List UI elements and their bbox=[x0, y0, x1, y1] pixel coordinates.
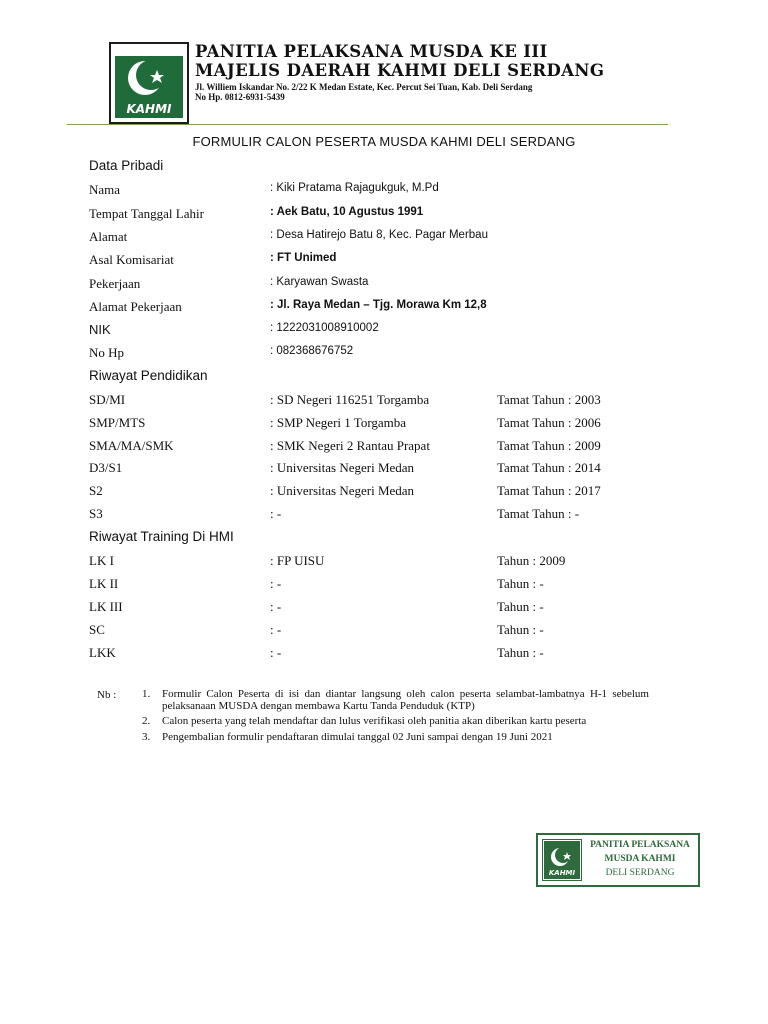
row-value: : - bbox=[270, 599, 282, 614]
row-label: Alamat Pekerjaan bbox=[89, 299, 182, 314]
notes-list bbox=[142, 689, 649, 747]
form-row bbox=[89, 645, 689, 665]
row-value: : 082368676752 bbox=[270, 345, 354, 357]
form-row bbox=[89, 622, 689, 642]
form-row bbox=[89, 553, 689, 573]
header-address: Jl. Williem Iskandar No. 2/22 K Medan Estate, Kec. Percut Sei Tuan, Kab. Deli Serdang bbox=[195, 82, 533, 92]
row-value: : Karyawan Swasta bbox=[270, 276, 369, 288]
row-value: : - bbox=[270, 645, 282, 660]
header-phone: No Hp. 0812-6931-5439 bbox=[195, 92, 285, 102]
form-row bbox=[89, 182, 689, 202]
row-label: NIK bbox=[89, 322, 111, 337]
row-value: : SD Negeri 116251 Torgamba bbox=[270, 392, 430, 407]
row-value: : Aek Batu, 10 Agustus 1991 bbox=[270, 206, 424, 218]
note-item bbox=[142, 689, 649, 712]
form-row bbox=[89, 299, 689, 319]
form-row bbox=[89, 483, 689, 503]
row-year: Tahun : - bbox=[497, 622, 544, 637]
section-heading-personal: Data Pribadi bbox=[89, 158, 164, 173]
row-value: : - bbox=[270, 576, 282, 591]
section-heading-education: Riwayat Pendidikan bbox=[89, 368, 208, 383]
note-number: 2. bbox=[142, 715, 151, 727]
kahmi-logo bbox=[109, 42, 189, 124]
note-text: Calon peserta yang telah mendaftar dan lulus verifikasi oleh panitia akan diberikan kartu peserta bbox=[162, 715, 587, 727]
row-label: S2 bbox=[89, 483, 103, 498]
row-label: SMA/MA/SMK bbox=[89, 438, 174, 453]
row-label: Nama bbox=[89, 182, 121, 197]
stamp-text bbox=[584, 838, 696, 880]
row-value: : Universitas Negeri Medan bbox=[270, 460, 415, 475]
committee-stamp bbox=[536, 833, 700, 887]
row-value: : - bbox=[270, 622, 282, 637]
row-value: : FT Unimed bbox=[270, 252, 337, 264]
form-row bbox=[89, 460, 689, 480]
row-value: : Kiki Pratama Rajagukguk, M.Pd bbox=[270, 182, 439, 194]
form-row bbox=[89, 206, 689, 226]
notes-label: Nb : bbox=[97, 689, 117, 701]
form-row bbox=[89, 345, 689, 365]
form-row bbox=[89, 322, 689, 342]
note-text: Pengembalian formulir pendaftaran dimulai tanggal 02 Juni sampai dengan 19 Juni 2021 bbox=[162, 730, 553, 743]
row-value: : Jl. Raya Medan – Tjg. Morawa Km 12,8 bbox=[270, 299, 487, 311]
row-label: Asal Komisariat bbox=[89, 252, 174, 267]
header-divider bbox=[67, 124, 668, 125]
form-title: FORMULIR CALON PESERTA MUSDA KAHMI DELI SERDANG bbox=[192, 134, 576, 149]
row-label: SC bbox=[89, 622, 105, 637]
row-year: Tahun : 2009 bbox=[497, 553, 566, 568]
row-label: Tempat Tanggal Lahir bbox=[89, 206, 204, 221]
note-item bbox=[142, 716, 649, 728]
stamp-logo bbox=[542, 839, 582, 881]
row-value: : - bbox=[270, 506, 282, 521]
stamp-line3: DELI SERDANG bbox=[605, 868, 675, 878]
row-label: Alamat bbox=[89, 229, 128, 244]
form-row bbox=[89, 276, 689, 296]
row-year: Tamat Tahun : 2006 bbox=[497, 415, 601, 430]
row-year: Tamat Tahun : 2017 bbox=[497, 483, 601, 498]
row-label: LK I bbox=[89, 553, 114, 568]
stamp-line1: PANITIA PELAKSANA bbox=[590, 840, 690, 850]
row-label: SD/MI bbox=[89, 392, 126, 407]
row-label: Pekerjaan bbox=[89, 276, 141, 291]
row-label: D3/S1 bbox=[89, 460, 123, 475]
form-row bbox=[89, 599, 689, 619]
row-label: LK II bbox=[89, 576, 119, 591]
row-year: Tahun : - bbox=[497, 599, 544, 614]
form-row bbox=[89, 506, 689, 526]
row-label: LKK bbox=[89, 645, 116, 660]
form-row bbox=[89, 392, 689, 412]
row-label: SMP/MTS bbox=[89, 415, 146, 430]
row-value: : 1222031008910002 bbox=[270, 322, 379, 334]
header-title-line1: PANITIA PELAKSANA MUSDA KE III bbox=[195, 42, 548, 61]
form-row bbox=[89, 576, 689, 596]
stamp-logo-text: KAHMI bbox=[548, 869, 576, 877]
form-row bbox=[89, 415, 689, 435]
row-value: : SMP Negeri 1 Torgamba bbox=[270, 415, 407, 430]
note-number: 3. bbox=[142, 730, 151, 743]
row-value: : FP UISU bbox=[270, 553, 325, 568]
row-value: : Desa Hatirejo Batu 8, Kec. Pagar Merbau bbox=[270, 229, 488, 241]
row-year: Tamat Tahun : 2014 bbox=[497, 460, 601, 475]
stamp-line2: MUSDA KAHMI bbox=[604, 854, 676, 864]
row-year: Tamat Tahun : 2003 bbox=[497, 392, 601, 407]
row-value: : SMK Negeri 2 Rantau Prapat bbox=[270, 438, 430, 453]
row-year: Tamat Tahun : - bbox=[497, 506, 580, 521]
form-row bbox=[89, 229, 689, 249]
row-value: : Universitas Negeri Medan bbox=[270, 483, 415, 498]
section-heading-training: Riwayat Training Di HMI bbox=[89, 529, 234, 544]
row-label: No Hp bbox=[89, 345, 125, 360]
row-label: LK III bbox=[89, 599, 123, 614]
logo-text: KAHMI bbox=[126, 102, 172, 116]
row-year: Tahun : - bbox=[497, 645, 544, 660]
form-row bbox=[89, 252, 689, 272]
note-number: 1. bbox=[142, 688, 151, 700]
form-row bbox=[89, 438, 689, 458]
header-title-line2: MAJELIS DAERAH KAHMI DELI SERDANG bbox=[195, 61, 605, 80]
row-label: S3 bbox=[89, 506, 103, 521]
note-text: Formulir Calon Peserta di isi dan diantar langsung oleh calon peserta selambat-lambatnya H-1 sebelum pelaksanaan MUSDA dengan membawa Kartu Tanda Penduduk (KTP) bbox=[162, 688, 649, 712]
note-item bbox=[142, 732, 649, 744]
row-year: Tamat Tahun : 2009 bbox=[497, 438, 601, 453]
row-year: Tahun : - bbox=[497, 576, 544, 591]
